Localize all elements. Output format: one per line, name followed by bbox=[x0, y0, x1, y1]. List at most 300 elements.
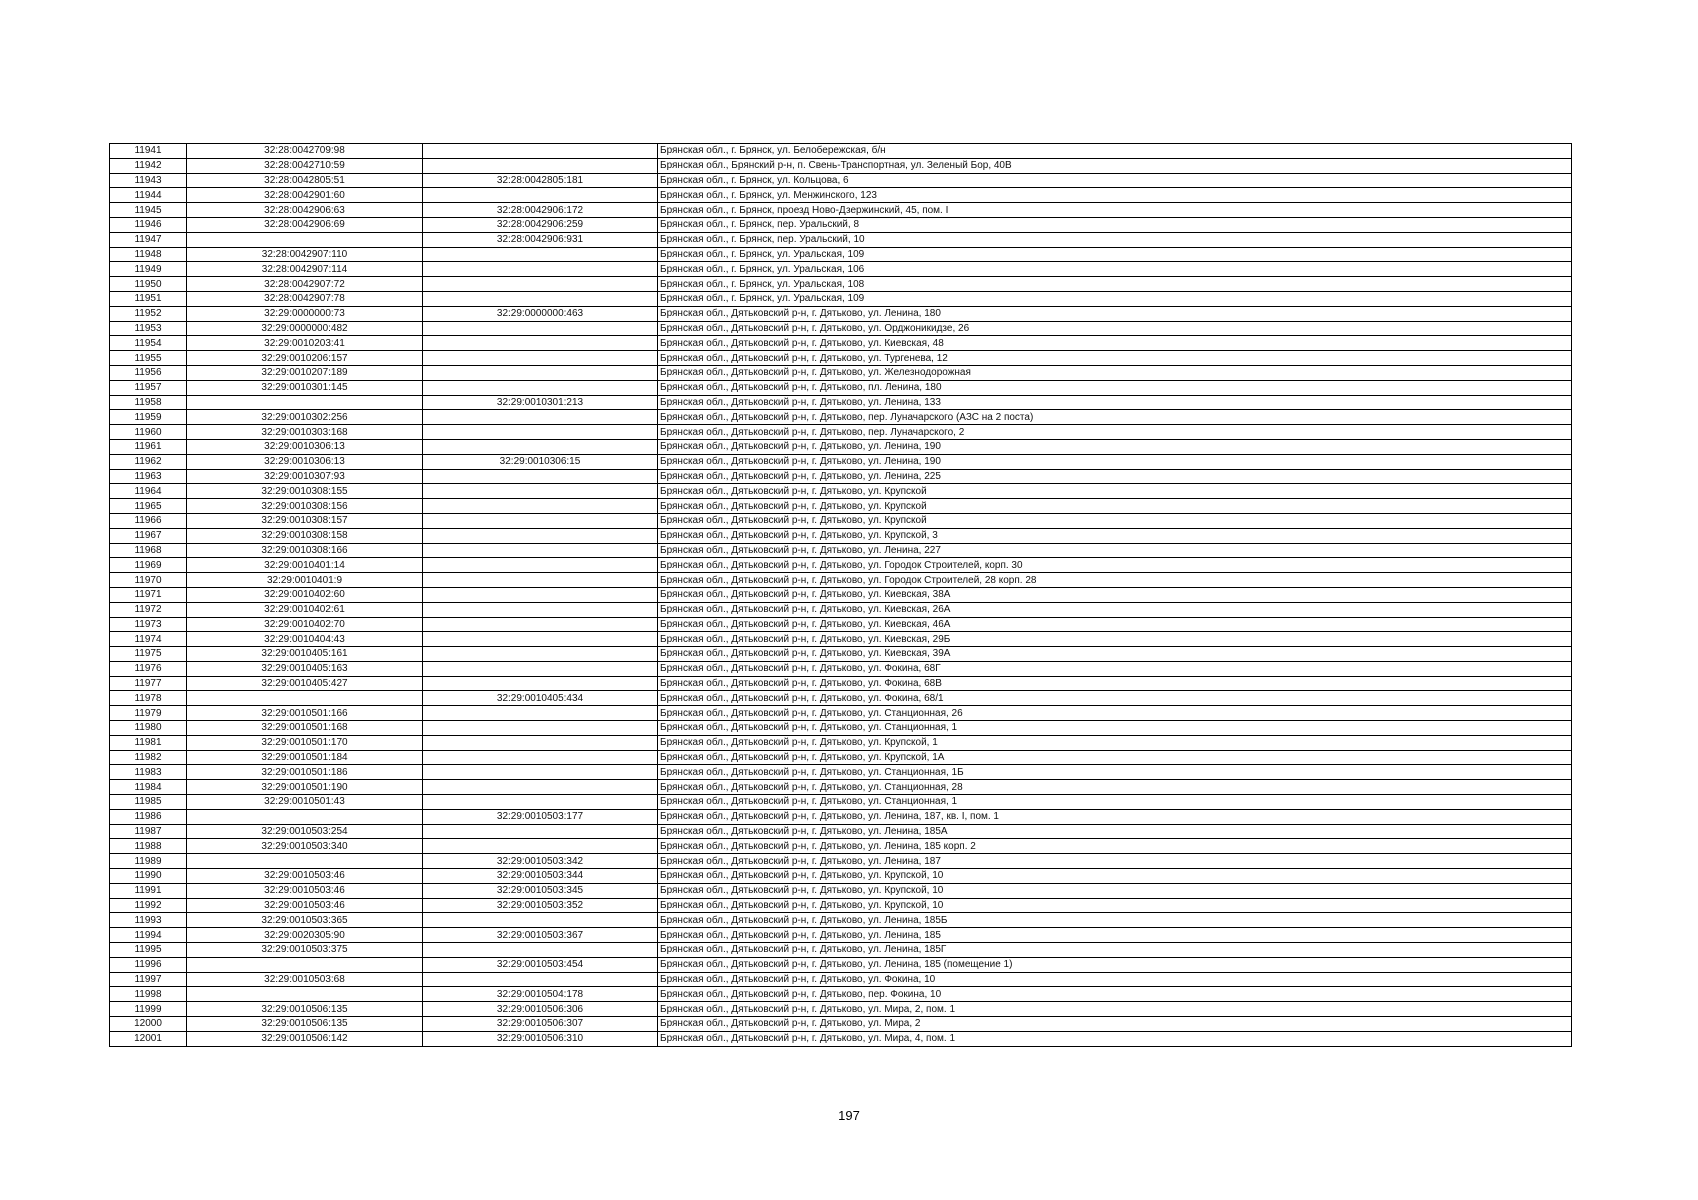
address-cell: Брянская обл., Дятьковский р-н, г. Дятьково, ул. Орджоникидзе, 26 bbox=[658, 321, 1572, 336]
cadastral-number-cell: 32:29:0010308:166 bbox=[187, 543, 423, 558]
address-cell: Брянская обл., Дятьковский р-н, г. Дятьково, ул. Ленина, 187, кв. I, пом. 1 bbox=[658, 809, 1572, 824]
table-row bbox=[110, 365, 1572, 380]
address-cell: Брянская обл., Дятьковский р-н, г. Дятьково, ул. Ленина, 187 bbox=[658, 854, 1572, 869]
row-number-cell: 11953 bbox=[110, 321, 187, 336]
table-row bbox=[110, 439, 1572, 454]
row-number-cell: 11975 bbox=[110, 647, 187, 662]
table-row bbox=[110, 203, 1572, 218]
object-cadastral-number-cell bbox=[423, 587, 658, 602]
cadastral-number-cell: 32:28:0042901:60 bbox=[187, 188, 423, 203]
cadastral-number-cell: 32:28:0042709:98 bbox=[187, 144, 423, 159]
row-number-cell: 11980 bbox=[110, 721, 187, 736]
address-cell: Брянская обл., г. Брянск, ул. Уральская, 109 bbox=[658, 247, 1572, 262]
cadastral-number-cell: 32:29:0010308:158 bbox=[187, 528, 423, 543]
row-number-cell: 11998 bbox=[110, 987, 187, 1002]
address-cell: Брянская обл., Дятьковский р-н, г. Дятьково, ул. Фокина, 10 bbox=[658, 972, 1572, 987]
address-cell: Брянская обл., Дятьковский р-н, г. Дятьково, пл. Ленина, 180 bbox=[658, 380, 1572, 395]
address-cell: Брянская обл., Дятьковский р-н, г. Дятьково, ул. Станционная, 26 bbox=[658, 706, 1572, 721]
cadastral-number-cell: 32:28:0042805:51 bbox=[187, 173, 423, 188]
address-cell: Брянская обл., Дятьковский р-н, г. Дятьково, ул. Мира, 2 bbox=[658, 1017, 1572, 1032]
row-number-cell: 11984 bbox=[110, 780, 187, 795]
table-row bbox=[110, 144, 1572, 159]
cadastral-number-cell: 32:29:0020305:90 bbox=[187, 928, 423, 943]
row-number-cell: 11954 bbox=[110, 336, 187, 351]
row-number-cell: 11963 bbox=[110, 469, 187, 484]
object-cadastral-number-cell bbox=[423, 573, 658, 588]
row-number-cell: 11985 bbox=[110, 795, 187, 810]
object-cadastral-number-cell bbox=[423, 661, 658, 676]
cadastral-number-cell: 32:29:0010506:142 bbox=[187, 1031, 423, 1046]
table-row bbox=[110, 869, 1572, 884]
table-row bbox=[110, 528, 1572, 543]
object-cadastral-number-cell bbox=[423, 513, 658, 528]
row-number-cell: 11974 bbox=[110, 632, 187, 647]
address-cell: Брянская обл., Дятьковский р-н, г. Дятьково, ул. Киевская, 39А bbox=[658, 647, 1572, 662]
table-row bbox=[110, 735, 1572, 750]
object-cadastral-number-cell bbox=[423, 469, 658, 484]
table-row bbox=[110, 780, 1572, 795]
object-cadastral-number-cell bbox=[423, 795, 658, 810]
cadastral-number-cell: 32:29:0010501:43 bbox=[187, 795, 423, 810]
address-cell: Брянская обл., Дятьковский р-н, г. Дятьково, ул. Крупской, 10 bbox=[658, 898, 1572, 913]
object-cadastral-number-cell bbox=[423, 632, 658, 647]
table-row bbox=[110, 247, 1572, 262]
cadastral-number-cell: 32:29:0010405:427 bbox=[187, 676, 423, 691]
cadastral-number-cell: 32:29:0010501:168 bbox=[187, 721, 423, 736]
table-row bbox=[110, 351, 1572, 366]
address-cell: Брянская обл., Дятьковский р-н, г. Дятьково, ул. Ленина, 225 bbox=[658, 469, 1572, 484]
row-number-cell: 11950 bbox=[110, 277, 187, 292]
object-cadastral-number-cell: 32:29:0010306:15 bbox=[423, 454, 658, 469]
table-row bbox=[110, 691, 1572, 706]
object-cadastral-number-cell: 32:29:0010503:367 bbox=[423, 928, 658, 943]
cadastral-number-cell: 32:29:0010203:41 bbox=[187, 336, 423, 351]
row-number-cell: 11964 bbox=[110, 484, 187, 499]
row-number-cell: 12000 bbox=[110, 1017, 187, 1032]
address-cell: Брянская обл., Дятьковский р-н, г. Дятьково, ул. Фокина, 68/1 bbox=[658, 691, 1572, 706]
address-cell: Брянская обл., Дятьковский р-н, г. Дятьково, ул. Ленина, 133 bbox=[658, 395, 1572, 410]
object-cadastral-number-cell: 32:29:0010503:352 bbox=[423, 898, 658, 913]
address-cell: Брянская обл., г. Брянск, проезд Ново-Дзержинский, 45, пом. I bbox=[658, 203, 1572, 218]
object-cadastral-number-cell bbox=[423, 558, 658, 573]
cadastral-number-cell: 32:29:0010308:156 bbox=[187, 499, 423, 514]
cadastral-number-cell bbox=[187, 691, 423, 706]
cadastral-number-cell: 32:29:0010402:70 bbox=[187, 617, 423, 632]
row-number-cell: 11942 bbox=[110, 158, 187, 173]
table-row bbox=[110, 839, 1572, 854]
table-row bbox=[110, 987, 1572, 1002]
address-cell: Брянская обл., Дятьковский р-н, г. Дятьково, ул. Городок Строителей, корп. 30 bbox=[658, 558, 1572, 573]
table-row bbox=[110, 632, 1572, 647]
cadastral-number-cell: 32:29:0010501:184 bbox=[187, 750, 423, 765]
table-row bbox=[110, 617, 1572, 632]
table-row bbox=[110, 913, 1572, 928]
cadastral-number-cell: 32:29:0010207:189 bbox=[187, 365, 423, 380]
address-cell: Брянская обл., Дятьковский р-н, г. Дятьково, ул. Киевская, 48 bbox=[658, 336, 1572, 351]
row-number-cell: 11948 bbox=[110, 247, 187, 262]
cadastral-number-cell: 32:29:0010503:340 bbox=[187, 839, 423, 854]
cadastral-number-cell bbox=[187, 987, 423, 1002]
address-cell: Брянская обл., Дятьковский р-н, г. Дятьково, ул. Крупской, 1 bbox=[658, 735, 1572, 750]
table-row bbox=[110, 573, 1572, 588]
row-number-cell: 11981 bbox=[110, 735, 187, 750]
row-number-cell: 11991 bbox=[110, 883, 187, 898]
object-cadastral-number-cell bbox=[423, 735, 658, 750]
row-number-cell: 11947 bbox=[110, 232, 187, 247]
table-row bbox=[110, 898, 1572, 913]
address-cell: Брянская обл., Дятьковский р-н, г. Дятьково, ул. Ленина, 185Г bbox=[658, 943, 1572, 958]
cadastral-number-cell: 32:29:0000000:482 bbox=[187, 321, 423, 336]
cadastral-number-cell: 32:29:0010405:161 bbox=[187, 647, 423, 662]
object-cadastral-number-cell: 32:29:0010503:342 bbox=[423, 854, 658, 869]
table-row bbox=[110, 336, 1572, 351]
table-row bbox=[110, 809, 1572, 824]
cadastral-number-cell: 32:28:0042710:59 bbox=[187, 158, 423, 173]
address-cell: Брянская обл., Дятьковский р-н, г. Дятьково, пер. Луначарского, 2 bbox=[658, 425, 1572, 440]
row-number-cell: 11971 bbox=[110, 587, 187, 602]
table-row bbox=[110, 1031, 1572, 1046]
address-cell: Брянская обл., Дятьковский р-н, г. Дятьково, ул. Ленина, 185Б bbox=[658, 913, 1572, 928]
address-cell: Брянская обл., г. Брянск, ул. Уральская, 109 bbox=[658, 291, 1572, 306]
object-cadastral-number-cell bbox=[423, 972, 658, 987]
cadastral-number-cell: 32:28:0042906:69 bbox=[187, 217, 423, 232]
table-row bbox=[110, 972, 1572, 987]
cadastral-number-cell: 32:29:0010503:365 bbox=[187, 913, 423, 928]
cadastral-number-cell: 32:29:0010401:14 bbox=[187, 558, 423, 573]
table-row bbox=[110, 647, 1572, 662]
table-row bbox=[110, 795, 1572, 810]
table-row bbox=[110, 928, 1572, 943]
object-cadastral-number-cell bbox=[423, 262, 658, 277]
cadastral-number-cell: 32:29:0010405:163 bbox=[187, 661, 423, 676]
table-row bbox=[110, 188, 1572, 203]
table-row bbox=[110, 484, 1572, 499]
object-cadastral-number-cell bbox=[423, 247, 658, 262]
address-cell: Брянская обл., Дятьковский р-н, г. Дятьково, ул. Ленина, 180 bbox=[658, 306, 1572, 321]
object-cadastral-number-cell bbox=[423, 365, 658, 380]
cadastral-number-cell: 32:29:0010206:157 bbox=[187, 351, 423, 366]
table-row bbox=[110, 513, 1572, 528]
table-row bbox=[110, 380, 1572, 395]
address-cell: Брянская обл., Дятьковский р-н, г. Дятьково, ул. Киевская, 38А bbox=[658, 587, 1572, 602]
object-cadastral-number-cell bbox=[423, 277, 658, 292]
address-cell: Брянская обл., Дятьковский р-н, г. Дятьково, ул. Крупской bbox=[658, 513, 1572, 528]
object-cadastral-number-cell bbox=[423, 750, 658, 765]
address-cell: Брянская обл., Дятьковский р-н, г. Дятьково, ул. Ленина, 185 (помещение 1) bbox=[658, 957, 1572, 972]
object-cadastral-number-cell bbox=[423, 721, 658, 736]
cadastral-number-cell: 32:29:0010303:168 bbox=[187, 425, 423, 440]
address-cell: Брянская обл., Дятьковский р-н, г. Дятьково, ул. Станционная, 28 bbox=[658, 780, 1572, 795]
table-row bbox=[110, 499, 1572, 514]
row-number-cell: 11965 bbox=[110, 499, 187, 514]
object-cadastral-number-cell: 32:29:0010503:345 bbox=[423, 883, 658, 898]
cadastral-number-cell: 32:29:0010308:155 bbox=[187, 484, 423, 499]
table-row bbox=[110, 676, 1572, 691]
object-cadastral-number-cell bbox=[423, 380, 658, 395]
table-row bbox=[110, 750, 1572, 765]
cadastral-number-cell: 32:29:0010503:46 bbox=[187, 898, 423, 913]
table-row bbox=[110, 558, 1572, 573]
table-row bbox=[110, 277, 1572, 292]
object-cadastral-number-cell bbox=[423, 617, 658, 632]
table-row bbox=[110, 291, 1572, 306]
object-cadastral-number-cell bbox=[423, 602, 658, 617]
cadastral-number-cell: 32:29:0010503:254 bbox=[187, 824, 423, 839]
object-cadastral-number-cell bbox=[423, 321, 658, 336]
table-row bbox=[110, 602, 1572, 617]
object-cadastral-number-cell: 32:29:0010405:434 bbox=[423, 691, 658, 706]
address-cell: Брянская обл., Дятьковский р-н, г. Дятьково, ул. Железнодорожная bbox=[658, 365, 1572, 380]
row-number-cell: 11982 bbox=[110, 750, 187, 765]
object-cadastral-number-cell bbox=[423, 144, 658, 159]
object-cadastral-number-cell: 32:29:0010503:177 bbox=[423, 809, 658, 824]
row-number-cell: 11970 bbox=[110, 573, 187, 588]
address-cell: Брянская обл., Дятьковский р-н, г. Дятьково, ул. Крупской, 1А bbox=[658, 750, 1572, 765]
address-cell: Брянская обл., Дятьковский р-н, г. Дятьково, ул. Мира, 4, пом. 1 bbox=[658, 1031, 1572, 1046]
cadastral-number-cell: 32:29:0010307:93 bbox=[187, 469, 423, 484]
row-number-cell: 11989 bbox=[110, 854, 187, 869]
object-cadastral-number-cell bbox=[423, 158, 658, 173]
row-number-cell: 11986 bbox=[110, 809, 187, 824]
address-cell: Брянская обл., Дятьковский р-н, г. Дятьково, ул. Ленина, 190 bbox=[658, 454, 1572, 469]
cadastral-number-cell: 32:29:0010401:9 bbox=[187, 573, 423, 588]
table-row bbox=[110, 854, 1572, 869]
object-cadastral-number-cell bbox=[423, 439, 658, 454]
row-number-cell: 11973 bbox=[110, 617, 187, 632]
object-cadastral-number-cell bbox=[423, 824, 658, 839]
address-cell: Брянская обл., Дятьковский р-н, г. Дятьково, ул. Фокина, 68Г bbox=[658, 661, 1572, 676]
cadastral-number-cell bbox=[187, 395, 423, 410]
object-cadastral-number-cell: 32:29:0010506:307 bbox=[423, 1017, 658, 1032]
address-cell: Брянская обл., Дятьковский р-н, г. Дятьково, ул. Крупской, 10 bbox=[658, 883, 1572, 898]
row-number-cell: 11994 bbox=[110, 928, 187, 943]
row-number-cell: 11992 bbox=[110, 898, 187, 913]
cadastral-number-cell: 32:29:0010302:256 bbox=[187, 410, 423, 425]
row-number-cell: 11946 bbox=[110, 217, 187, 232]
object-cadastral-number-cell: 32:29:0010506:306 bbox=[423, 1002, 658, 1017]
row-number-cell: 11955 bbox=[110, 351, 187, 366]
row-number-cell: 11983 bbox=[110, 765, 187, 780]
cadastral-number-cell: 32:29:0010308:157 bbox=[187, 513, 423, 528]
row-number-cell: 11960 bbox=[110, 425, 187, 440]
row-number-cell: 11958 bbox=[110, 395, 187, 410]
table-row bbox=[110, 158, 1572, 173]
address-cell: Брянская обл., Дятьковский р-н, г. Дятьково, ул. Крупской bbox=[658, 484, 1572, 499]
row-number-cell: 11945 bbox=[110, 203, 187, 218]
table-row bbox=[110, 321, 1572, 336]
cadastral-number-cell: 32:29:0010506:135 bbox=[187, 1017, 423, 1032]
object-cadastral-number-cell bbox=[423, 528, 658, 543]
row-number-cell: 11979 bbox=[110, 706, 187, 721]
table-row bbox=[110, 395, 1572, 410]
cadastral-number-cell: 32:29:0010503:46 bbox=[187, 869, 423, 884]
cadastral-number-cell: 32:28:0042906:63 bbox=[187, 203, 423, 218]
object-cadastral-number-cell: 32:28:0042906:259 bbox=[423, 217, 658, 232]
row-number-cell: 12001 bbox=[110, 1031, 187, 1046]
address-cell: Брянская обл., г. Брянск, пер. Уральский, 10 bbox=[658, 232, 1572, 247]
row-number-cell: 11978 bbox=[110, 691, 187, 706]
address-cell: Брянская обл., Дятьковский р-н, г. Дятьково, ул. Ленина, 185 bbox=[658, 928, 1572, 943]
object-cadastral-number-cell bbox=[423, 336, 658, 351]
object-cadastral-number-cell: 32:28:0042906:172 bbox=[423, 203, 658, 218]
cadastral-number-cell: 32:29:0010301:145 bbox=[187, 380, 423, 395]
row-number-cell: 11990 bbox=[110, 869, 187, 884]
cadastral-number-cell: 32:29:0010506:135 bbox=[187, 1002, 423, 1017]
address-cell: Брянская обл., Дятьковский р-н, г. Дятьково, ул. Ленина, 227 bbox=[658, 543, 1572, 558]
row-number-cell: 11957 bbox=[110, 380, 187, 395]
address-cell: Брянская обл., Дятьковский р-н, г. Дятьково, ул. Крупской bbox=[658, 499, 1572, 514]
row-number-cell: 11996 bbox=[110, 957, 187, 972]
cadastral-number-cell: 32:29:0010501:166 bbox=[187, 706, 423, 721]
cadastral-number-cell: 32:29:0010306:13 bbox=[187, 454, 423, 469]
row-number-cell: 11961 bbox=[110, 439, 187, 454]
cadastral-number-cell: 32:29:0010503:68 bbox=[187, 972, 423, 987]
table-row bbox=[110, 425, 1572, 440]
cadastral-number-cell: 32:28:0042907:72 bbox=[187, 277, 423, 292]
table-row bbox=[110, 824, 1572, 839]
object-cadastral-number-cell bbox=[423, 410, 658, 425]
table-row bbox=[110, 957, 1572, 972]
object-cadastral-number-cell: 32:29:0010506:310 bbox=[423, 1031, 658, 1046]
object-cadastral-number-cell bbox=[423, 647, 658, 662]
address-cell: Брянская обл., Дятьковский р-н, г. Дятьково, ул. Тургенева, 12 bbox=[658, 351, 1572, 366]
row-number-cell: 11972 bbox=[110, 602, 187, 617]
address-cell: Брянская обл., Дятьковский р-н, г. Дятьково, ул. Крупской, 3 bbox=[658, 528, 1572, 543]
table-row bbox=[110, 410, 1572, 425]
address-cell: Брянская обл., Дятьковский р-н, г. Дятьково, ул. Мира, 2, пом. 1 bbox=[658, 1002, 1572, 1017]
cadastral-number-cell: 32:29:0010402:60 bbox=[187, 587, 423, 602]
row-number-cell: 11988 bbox=[110, 839, 187, 854]
row-number-cell: 11968 bbox=[110, 543, 187, 558]
address-cell: Брянская обл., Дятьковский р-н, г. Дятьково, пер. Фокина, 10 bbox=[658, 987, 1572, 1002]
address-cell: Брянская обл., Дятьковский р-н, г. Дятьково, ул. Станционная, 1Б bbox=[658, 765, 1572, 780]
table-row bbox=[110, 721, 1572, 736]
cadastral-number-cell: 32:29:0010402:61 bbox=[187, 602, 423, 617]
row-number-cell: 11959 bbox=[110, 410, 187, 425]
cadastral-number-cell: 32:29:0010306:13 bbox=[187, 439, 423, 454]
address-cell: Брянская обл., Дятьковский р-н, г. Дятьково, ул. Ленина, 185А bbox=[658, 824, 1572, 839]
address-cell: Брянская обл., Брянский р-н, п. Свень-Транспортная, ул. Зеленый Бор, 40В bbox=[658, 158, 1572, 173]
object-cadastral-number-cell: 32:28:0042805:181 bbox=[423, 173, 658, 188]
object-cadastral-number-cell bbox=[423, 188, 658, 203]
object-cadastral-number-cell bbox=[423, 425, 658, 440]
address-cell: Брянская обл., Дятьковский р-н, г. Дятьково, ул. Фокина, 68В bbox=[658, 676, 1572, 691]
object-cadastral-number-cell bbox=[423, 543, 658, 558]
row-number-cell: 11943 bbox=[110, 173, 187, 188]
table-row bbox=[110, 543, 1572, 558]
object-cadastral-number-cell bbox=[423, 499, 658, 514]
table-row bbox=[110, 173, 1572, 188]
row-number-cell: 11952 bbox=[110, 306, 187, 321]
row-number-cell: 11949 bbox=[110, 262, 187, 277]
cadastral-number-cell bbox=[187, 854, 423, 869]
object-cadastral-number-cell: 32:29:0010503:454 bbox=[423, 957, 658, 972]
address-cell: Брянская обл., Дятьковский р-н, г. Дятьково, пер. Луначарского (АЗС на 2 поста) bbox=[658, 410, 1572, 425]
row-number-cell: 11977 bbox=[110, 676, 187, 691]
cadastral-number-cell bbox=[187, 809, 423, 824]
table-row bbox=[110, 1017, 1572, 1032]
table-row bbox=[110, 306, 1572, 321]
table-row bbox=[110, 232, 1572, 247]
address-cell: Брянская обл., Дятьковский р-н, г. Дятьково, ул. Станционная, 1 bbox=[658, 721, 1572, 736]
table-row bbox=[110, 469, 1572, 484]
property-registry-table bbox=[109, 143, 1572, 1047]
object-cadastral-number-cell bbox=[423, 839, 658, 854]
address-cell: Брянская обл., г. Брянск, ул. Уральская, 106 bbox=[658, 262, 1572, 277]
cadastral-number-cell bbox=[187, 232, 423, 247]
object-cadastral-number-cell bbox=[423, 780, 658, 795]
object-cadastral-number-cell: 32:29:0010504:178 bbox=[423, 987, 658, 1002]
table-row bbox=[110, 262, 1572, 277]
object-cadastral-number-cell: 32:28:0042906:931 bbox=[423, 232, 658, 247]
row-number-cell: 11999 bbox=[110, 1002, 187, 1017]
cadastral-number-cell: 32:28:0042907:110 bbox=[187, 247, 423, 262]
row-number-cell: 11976 bbox=[110, 661, 187, 676]
address-cell: Брянская обл., Дятьковский р-н, г. Дятьково, ул. Ленина, 190 bbox=[658, 439, 1572, 454]
table-row bbox=[110, 943, 1572, 958]
object-cadastral-number-cell bbox=[423, 765, 658, 780]
row-number-cell: 11962 bbox=[110, 454, 187, 469]
row-number-cell: 11993 bbox=[110, 913, 187, 928]
address-cell: Брянская обл., г. Брянск, ул. Уральская, 108 bbox=[658, 277, 1572, 292]
object-cadastral-number-cell bbox=[423, 706, 658, 721]
object-cadastral-number-cell: 32:29:0000000:463 bbox=[423, 306, 658, 321]
address-cell: Брянская обл., Дятьковский р-н, г. Дятьково, ул. Станционная, 1 bbox=[658, 795, 1572, 810]
cadastral-number-cell: 32:28:0042907:114 bbox=[187, 262, 423, 277]
cadastral-number-cell: 32:29:0010503:46 bbox=[187, 883, 423, 898]
page-number: 197 bbox=[838, 1108, 860, 1123]
cadastral-number-cell: 32:29:0010501:186 bbox=[187, 765, 423, 780]
cadastral-number-cell: 32:29:0010404:43 bbox=[187, 632, 423, 647]
object-cadastral-number-cell bbox=[423, 351, 658, 366]
row-number-cell: 11995 bbox=[110, 943, 187, 958]
table-row bbox=[110, 217, 1572, 232]
object-cadastral-number-cell bbox=[423, 943, 658, 958]
cadastral-number-cell: 32:29:0010503:375 bbox=[187, 943, 423, 958]
object-cadastral-number-cell bbox=[423, 676, 658, 691]
table-row bbox=[110, 587, 1572, 602]
table-row bbox=[110, 883, 1572, 898]
address-cell: Брянская обл., г. Брянск, ул. Кольцова, 6 bbox=[658, 173, 1572, 188]
cadastral-number-cell: 32:28:0042907:78 bbox=[187, 291, 423, 306]
table-row bbox=[110, 454, 1572, 469]
address-cell: Брянская обл., Дятьковский р-н, г. Дятьково, ул. Крупской, 10 bbox=[658, 869, 1572, 884]
address-cell: Брянская обл., г. Брянск, ул. Менжинского, 123 bbox=[658, 188, 1572, 203]
row-number-cell: 11951 bbox=[110, 291, 187, 306]
row-number-cell: 11956 bbox=[110, 365, 187, 380]
object-cadastral-number-cell: 32:29:0010301:213 bbox=[423, 395, 658, 410]
address-cell: Брянская обл., Дятьковский р-н, г. Дятьково, ул. Киевская, 26А bbox=[658, 602, 1572, 617]
row-number-cell: 11966 bbox=[110, 513, 187, 528]
row-number-cell: 11941 bbox=[110, 144, 187, 159]
object-cadastral-number-cell bbox=[423, 484, 658, 499]
registry-table-body bbox=[110, 144, 1572, 1047]
cadastral-number-cell: 32:29:0000000:73 bbox=[187, 306, 423, 321]
table-row bbox=[110, 661, 1572, 676]
row-number-cell: 11969 bbox=[110, 558, 187, 573]
table-row bbox=[110, 1002, 1572, 1017]
row-number-cell: 11944 bbox=[110, 188, 187, 203]
address-cell: Брянская обл., г. Брянск, пер. Уральский, 8 bbox=[658, 217, 1572, 232]
cadastral-number-cell: 32:29:0010501:170 bbox=[187, 735, 423, 750]
table-row bbox=[110, 765, 1572, 780]
cadastral-number-cell bbox=[187, 957, 423, 972]
address-cell: Брянская обл., Дятьковский р-н, г. Дятьково, ул. Городок Строителей, 28 корп. 28 bbox=[658, 573, 1572, 588]
address-cell: Брянская обл., г. Брянск, ул. Белобережская, б/н bbox=[658, 144, 1572, 159]
table-row bbox=[110, 706, 1572, 721]
cadastral-number-cell: 32:29:0010501:190 bbox=[187, 780, 423, 795]
row-number-cell: 11997 bbox=[110, 972, 187, 987]
